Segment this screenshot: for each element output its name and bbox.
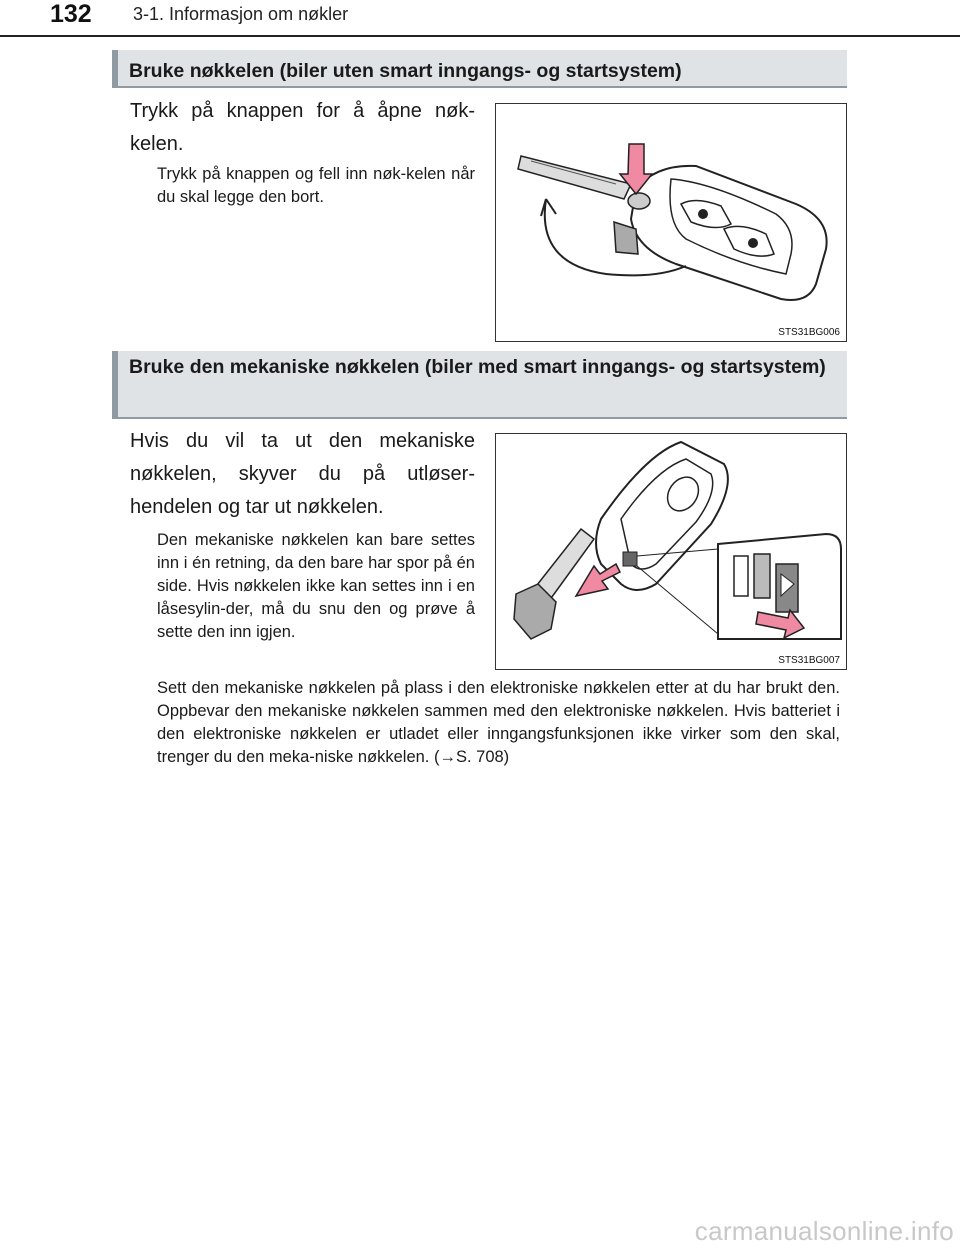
page-header [0,0,960,40]
note-text-1: Trykk på knappen og fell inn nøk-kelen når du skal legge den bort. [157,165,475,206]
folding-key-illustration [496,104,846,341]
section-heading-1 [112,50,847,88]
section-title-1: Bruke nøkkelen (biler uten smart inngangs- og startsystem) [129,60,682,82]
mechanical-key-illustration [496,434,846,669]
chapter-title: 3-1. Informasjon om nøkler [133,4,349,24]
figure-code-1: STS31BG006 [778,327,840,338]
section-title-2: Bruke den mekaniske nøkkelen (biler med smart inngangs- og startsystem) [129,356,826,378]
info-paragraph: Sett den mekaniske nøkkelen på plass i den elektroniske nøkkelen etter at du har brukt den. Oppbevar den mekaniske nøkkelen sammen med den elektroniske nøkkelen. Hvis batteriet i den elektroniske nøkkelen er utladet eller inngangsfunksjonen ikke virker som den skal, trenger du den meka-niske nøkkelen. (→S. 708) [157,679,840,766]
header-rule [0,35,960,37]
watermark: carmanualsonline.info [694,1216,954,1246]
instruction-text-1: Trykk på knappen for å åpne nøk-kelen. [130,100,475,155]
note-text-2: Den mekaniske nøkkelen kan bare settes inn i én retning, da den bare har spor på én side. Hvis nøkkelen ikke kan settes inn i en låsesylin-der, må du snu den og prøve å sette den inn igjen. [157,531,475,641]
page-number: 132 [50,0,92,28]
figure-mechanical-key [495,433,847,670]
figure-folding-key [495,103,847,342]
instruction-text-2: Hvis du vil ta ut den mekaniske nøkkelen, skyver du på utløser-hendelen og tar ut nøkkelen. [130,430,475,518]
section-heading-2 [112,351,847,419]
figure-code-2: STS31BG007 [778,655,840,666]
